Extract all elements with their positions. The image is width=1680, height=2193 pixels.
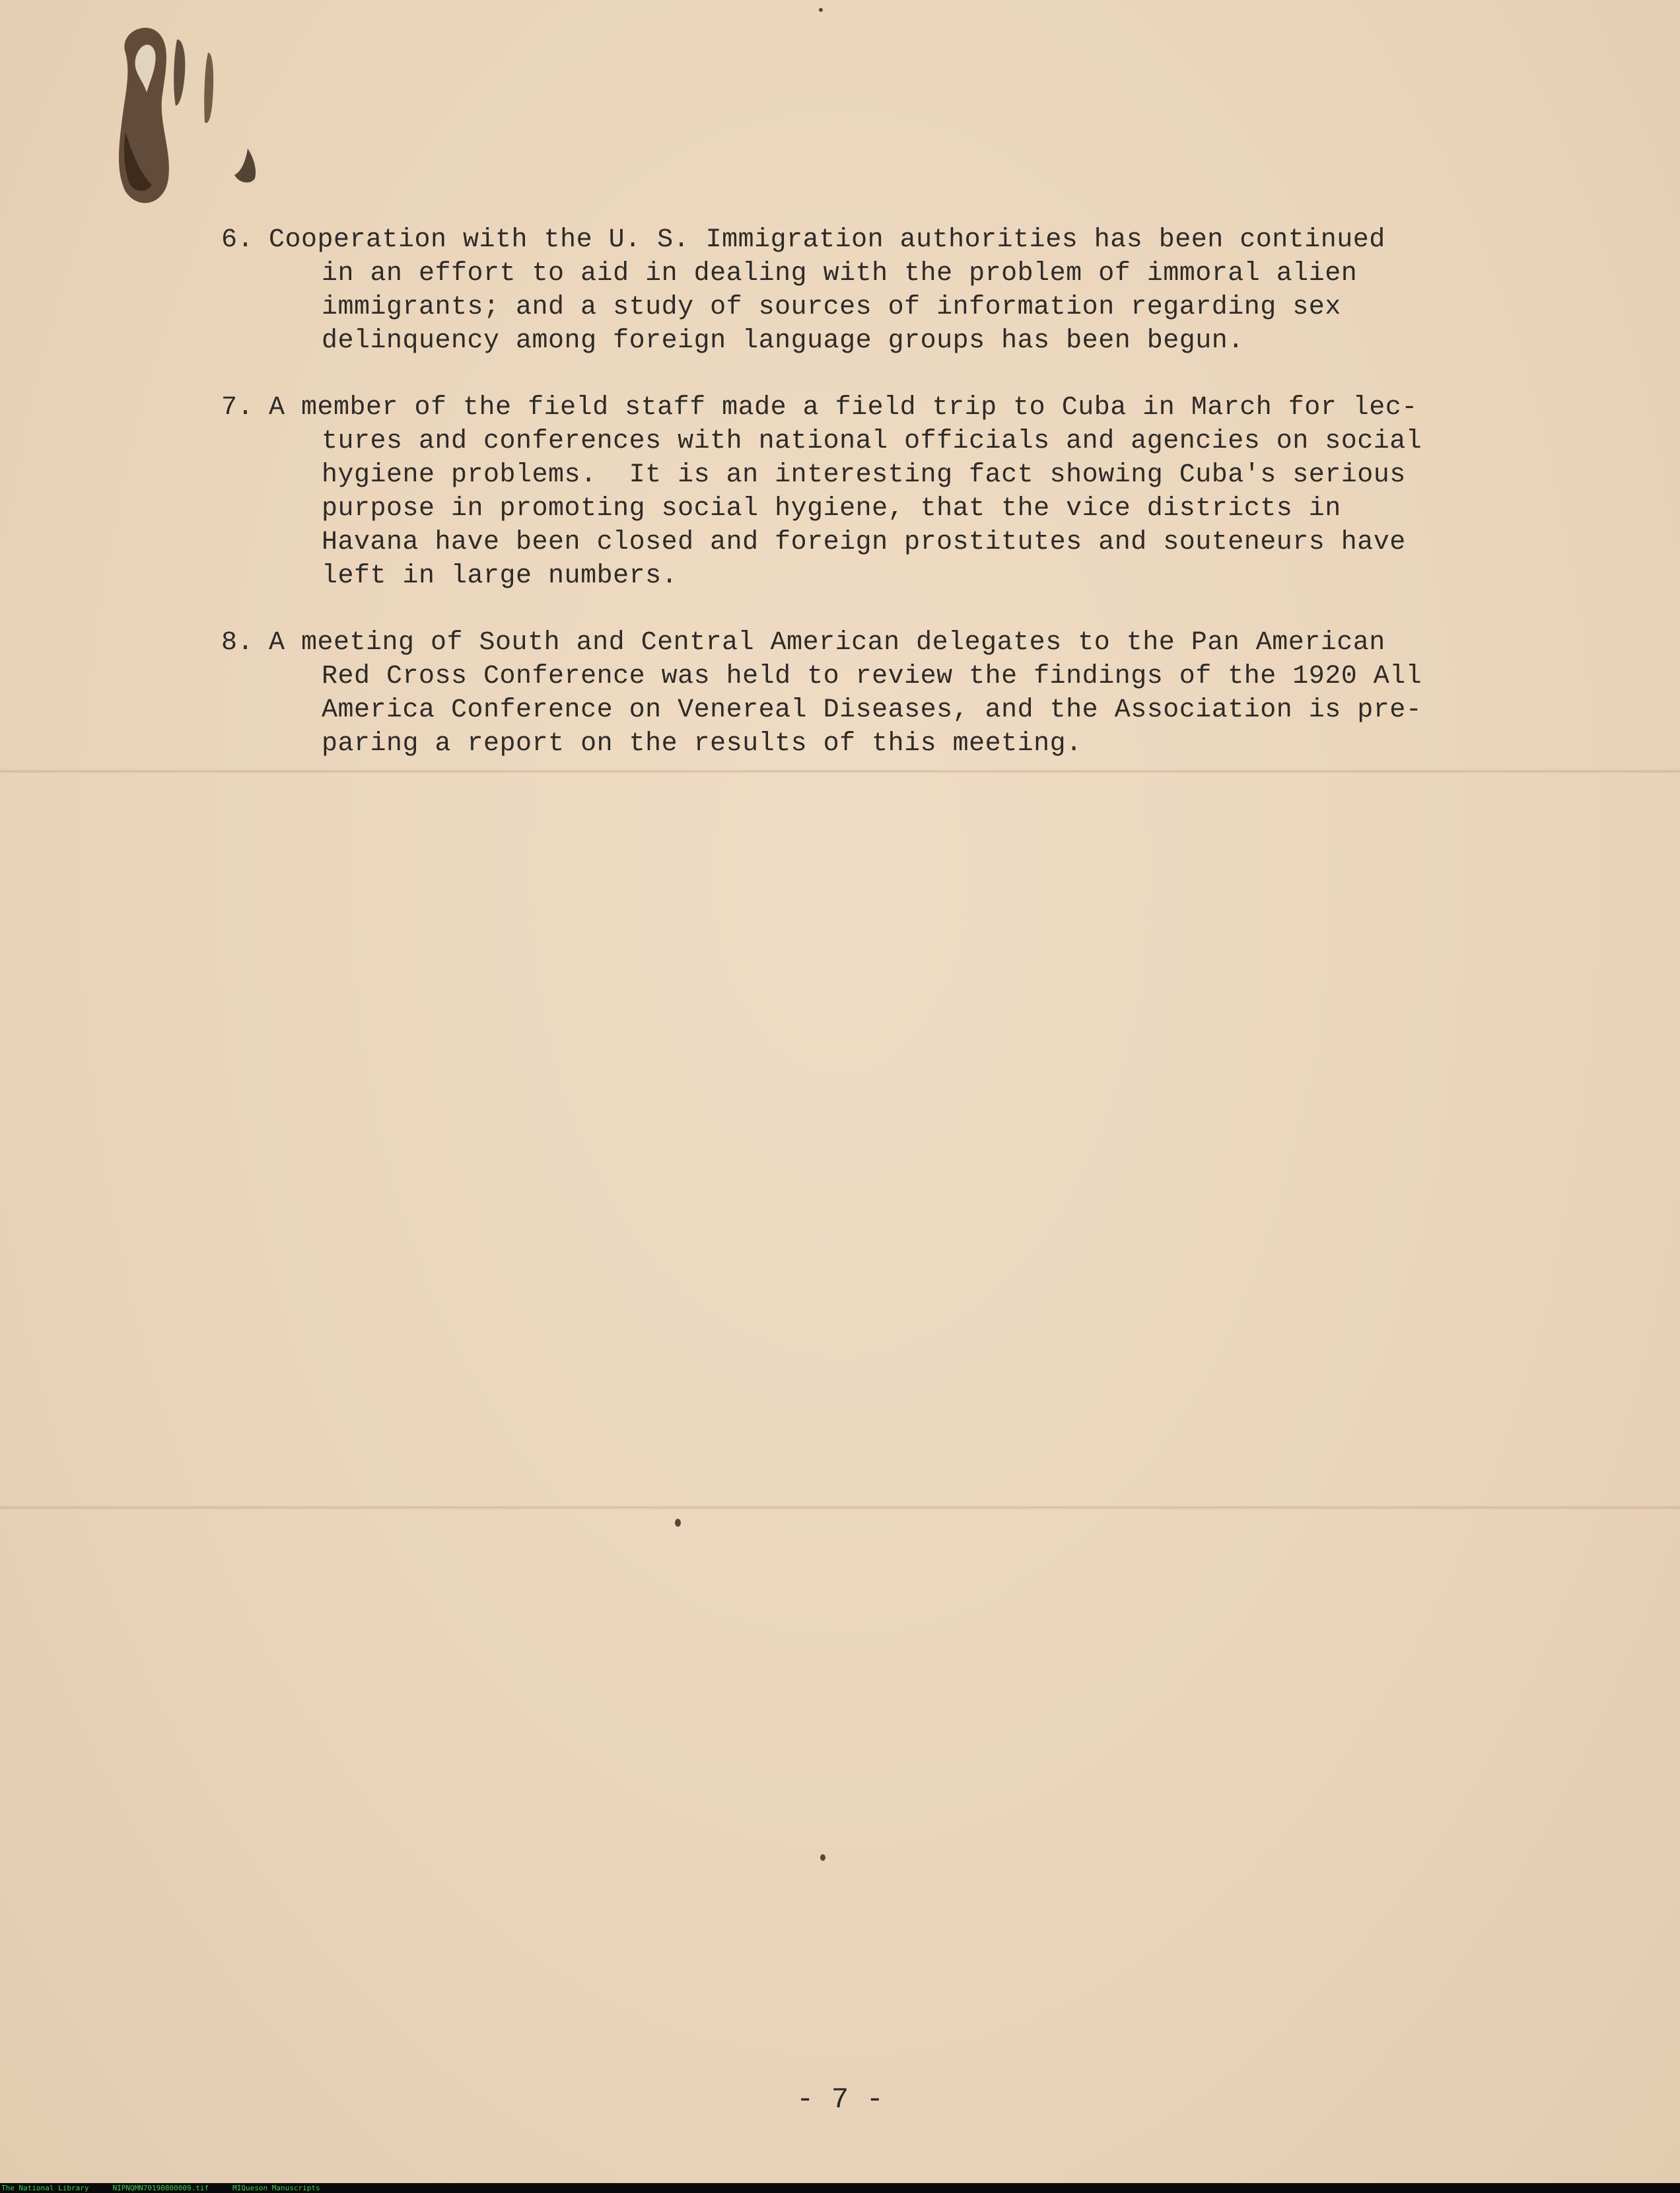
item-line: Havana have been closed and foreign prostitutes and souteneurs have (322, 528, 1406, 557)
item-line: A meeting of South and Central American delegates to the Pan American (269, 628, 1385, 658)
item-line: hygiene problems. It is an interesting fact showing Cuba's serious (322, 460, 1406, 490)
paper-fold-line (0, 1506, 1680, 1510)
item-number: 8. (221, 628, 254, 658)
item-number: 6. (221, 225, 254, 255)
item-line: paring a report on the results of this meeting. (322, 729, 1082, 759)
item-line: Red Cross Conference was held to review the findings of the 1920 All (322, 662, 1422, 691)
paper-speck (675, 1519, 681, 1527)
item-line: delinquency among foreign language groups has been begun. (322, 326, 1244, 356)
paper-fold-line (0, 769, 1680, 773)
item-line: purpose in promoting social hygiene, that the vice districts in (322, 494, 1341, 524)
item-number: 7. (221, 393, 254, 423)
list-item-6 (221, 223, 1463, 358)
list-item-7 (221, 391, 1463, 593)
item-line: A member of the field staff made a field trip to Cuba in March for lec- (269, 393, 1418, 423)
ink-stain-mark (99, 13, 310, 211)
item-line: America Conference on Venereal Diseases, and the Association is pre- (322, 695, 1422, 725)
item-line: tures and conferences with national officials and agencies on social (322, 427, 1422, 456)
page-number: - 7 - (796, 2083, 884, 2116)
item-line: Cooperation with the U. S. Immigration authorities has been continued (269, 225, 1385, 255)
footer-file: NIPNQMN70190800009.tif (112, 2184, 209, 2192)
paper-speck (819, 8, 823, 12)
footer-collection: MIQueson Manuscripts (232, 2184, 320, 2192)
scan-footer-bar (0, 2183, 1680, 2193)
footer-library: The National Library (1, 2184, 89, 2192)
list-item-8 (221, 626, 1463, 761)
item-line: immigrants; and a study of sources of information regarding sex (322, 293, 1341, 322)
paper-speck (820, 1854, 825, 1861)
item-line: in an effort to aid in dealing with the problem of immoral alien (322, 259, 1358, 289)
item-line: left in large numbers. (322, 561, 678, 591)
